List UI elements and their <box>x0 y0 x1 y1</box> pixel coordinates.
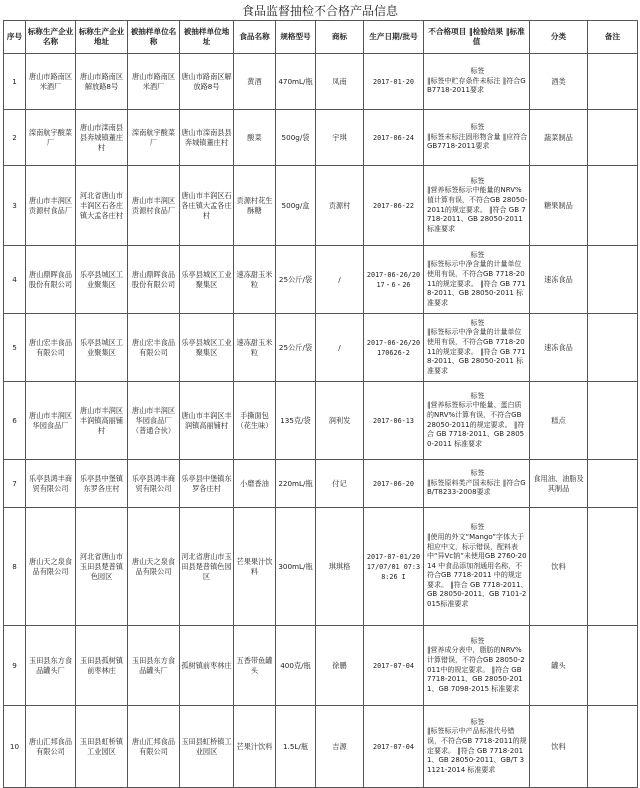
cell-spec: 500g/盒 <box>276 166 316 246</box>
result-detail: ‖营养成分表中，脂肪的NRV%计算错误，不符合GB 28050-2011中的规定要求。 ‖符合 GB 7718-2011、GB 28050-2011、GB 7098-2015 标准要求 <box>427 646 525 693</box>
cell-result <box>424 626 530 706</box>
cell-sampled-address: 河北省唐山市玉田县楚普镇色园区 <box>180 508 234 626</box>
cell-note <box>588 382 638 460</box>
cell-sampled-address: 玉田县虹桥镇工业园区 <box>180 706 234 788</box>
result-head: 标签 <box>470 636 485 645</box>
cell-category: 糖果制品 <box>530 166 588 246</box>
header-category: 分类 <box>530 21 588 54</box>
cell-brand: 吉源 <box>316 706 364 788</box>
result-detail: ‖标签未标注固形物含量 ‖应符合GB7718-2011要求 <box>427 132 528 151</box>
cell-maker: 乐亭县鸿丰商贸有限公司 <box>26 460 76 508</box>
table-row <box>4 110 638 166</box>
cell-category: 酒类 <box>530 54 588 110</box>
result-detail: ‖标签中贮存条件未标注 ‖符合GB7718-2011要求 <box>427 76 526 95</box>
cell-maker-address: 乐亭县中堡镇东罗各庄村 <box>76 460 128 508</box>
cell-result <box>424 110 530 166</box>
cell-no: 8 <box>4 508 26 626</box>
cell-no: 10 <box>4 706 26 788</box>
cell-maker-address: 唐山市路南区解放路8号 <box>76 54 128 110</box>
cell-food-name: 芒果果汁饮料 <box>234 508 276 626</box>
table-row <box>4 706 638 788</box>
cell-maker-address: 河北省唐山市丰润区石各庄镇大孟各庄村 <box>76 166 128 246</box>
cell-production-date: 2017-07-04 <box>364 626 424 706</box>
cell-brand: 琪琪格 <box>316 508 364 626</box>
table-row <box>4 382 638 460</box>
cell-no: 9 <box>4 626 26 706</box>
cell-note <box>588 626 638 706</box>
cell-note <box>588 110 638 166</box>
cell-brand: 贡源村 <box>316 166 364 246</box>
cell-maker-address: 唐山市丰润区丰润镇高丽铺村 <box>76 382 128 460</box>
cell-sampled-unit: 玉田县东方食品罐头厂 <box>128 626 180 706</box>
cell-no: 1 <box>4 54 26 110</box>
result-head: 标签 <box>470 67 485 76</box>
table-row <box>4 166 638 246</box>
cell-maker: 唐山天之泉食品有限公司 <box>26 508 76 626</box>
cell-spec: 135克/袋 <box>276 382 316 460</box>
cell-production-date: 2017-07-01/2017/07/01 07:38:26 I <box>364 508 424 626</box>
cell-spec: 500g/袋 <box>276 110 316 166</box>
cell-category: 蔬菜制品 <box>530 110 588 166</box>
cell-no: 5 <box>4 314 26 382</box>
cell-note <box>588 246 638 314</box>
cell-category: 速冻食品 <box>530 246 588 314</box>
header-sampled-unit: 被抽样单位名称 <box>128 21 180 54</box>
cell-food-name: 芒果汁饮料 <box>234 706 276 788</box>
cell-maker: 玉田县东方食品罐头厂 <box>26 626 76 706</box>
cell-result <box>424 166 530 246</box>
cell-note <box>588 460 638 508</box>
header-result: 不合格项目 ‖检验结果 ‖标准值 <box>424 21 530 54</box>
cell-maker: 唐山市路南区米酒厂 <box>26 54 76 110</box>
cell-brand: 润利发 <box>316 382 364 460</box>
cell-no: 2 <box>4 110 26 166</box>
cell-sampled-unit: 唐山宏丰食品有限公司 <box>128 314 180 382</box>
cell-maker-address: 乐亭县城区工业聚集区 <box>76 246 128 314</box>
table-row <box>4 246 638 314</box>
header-spec: 规格型号 <box>276 21 316 54</box>
result-head: 标签 <box>470 391 485 400</box>
cell-result <box>424 382 530 460</box>
cell-spec: 470mL/瓶 <box>276 54 316 110</box>
cell-sampled-address: 乐亭县城区工业聚集区 <box>180 314 234 382</box>
cell-no: 3 <box>4 166 26 246</box>
header-note: 备注 <box>588 21 638 54</box>
cell-production-date: 2017-06-24 <box>364 110 424 166</box>
cell-food-name: 小磨香油 <box>234 460 276 508</box>
cell-spec: 25公斤/袋 <box>276 246 316 314</box>
cell-production-date: 2017-06-26/20170626-2 <box>364 314 424 382</box>
result-head: 标签 <box>470 717 485 726</box>
cell-brand: / <box>316 246 364 314</box>
cell-category: 饮料 <box>530 508 588 626</box>
cell-brand: / <box>316 314 364 382</box>
cell-maker-address: 唐山市滦南县县奔城镇董庄村 <box>76 110 128 166</box>
cell-food-name: 五香带鱼罐头 <box>234 626 276 706</box>
cell-sampled-address: 乐亭县中堡镇东罗各庄村 <box>180 460 234 508</box>
cell-maker: 唐山汇邦食品有限公司 <box>26 706 76 788</box>
cell-sampled-unit: 唐山汇邦食品有限公司 <box>128 706 180 788</box>
cell-category: 食用油、油脂及其制品 <box>530 460 588 508</box>
document-title: 食品监督抽检不合格产品信息 <box>241 4 398 18</box>
cell-spec: 220mL/瓶 <box>276 460 316 508</box>
cell-maker-address: 乐亭县城区工业聚集区 <box>76 314 128 382</box>
cell-sampled-unit: 滦南航宇酸菜厂 <box>128 110 180 166</box>
cell-sampled-address: 唐山市滦南县县奔城镇董庄村 <box>180 110 234 166</box>
cell-sampled-unit: 乐亭县鸿丰商贸有限公司 <box>128 460 180 508</box>
cell-sampled-unit: 唐山市路南区米酒厂 <box>128 54 180 110</box>
cell-maker: 滦南航宇酸菜厂 <box>26 110 76 166</box>
cell-spec: 400克/瓶 <box>276 626 316 706</box>
cell-production-date: 2017-06-20 <box>364 460 424 508</box>
cell-maker: 唐山市丰润区华园食品厂 <box>26 382 76 460</box>
result-head: 标签 <box>470 123 485 132</box>
table-row <box>4 626 638 706</box>
cell-spec: 1.5L/瓶 <box>276 706 316 788</box>
header-sampled-address: 被抽样单位地址 <box>180 21 234 54</box>
cell-note <box>588 706 638 788</box>
result-detail: ‖标签标示中净含量的计量单位使用有误，不符合GB 7718-2011的规定要求。 ‖符合 GB 7718-2011、GB 28050-2011 标准要求 <box>427 328 526 375</box>
result-head: 标签 <box>470 176 485 185</box>
cell-sampled-address: 唐山市丰润区石各庄镇大孟各庄村 <box>180 166 234 246</box>
cell-result <box>424 246 530 314</box>
cell-production-date: 2017-06-26/2017・6・26 <box>364 246 424 314</box>
result-head: 标签 <box>470 250 485 259</box>
cell-note <box>588 54 638 110</box>
cell-production-date: 2017-01-20 <box>364 54 424 110</box>
cell-sampled-unit: 唐山天之泉食品有限公司 <box>128 508 180 626</box>
unqualified-products-table <box>3 20 638 788</box>
cell-brand: 凤南 <box>316 54 364 110</box>
result-head: 标签 <box>470 318 485 327</box>
cell-note <box>588 166 638 246</box>
result-detail: ‖使用的外文“Mango”字体大于相应中文，标示错误，配料表中“异Vc钠”未使用GB 2760-2014 中食品添加剂通用名称，不符合GB 7718-2011 中的规定要求。 ‖符合 GB 7718-2011、GB 28050-2011、GB 7101-2015标准要求 <box>427 532 528 609</box>
cell-result <box>424 54 530 110</box>
cell-sampled-unit: 唐山市丰润区贡源村食品厂 <box>128 166 180 246</box>
header-brand: 商标 <box>316 21 364 54</box>
cell-category: 糕点 <box>530 382 588 460</box>
table-row <box>4 508 638 626</box>
cell-food-name: 酸菜 <box>234 110 276 166</box>
cell-food-name: 贡源村花生酥糖 <box>234 166 276 246</box>
result-detail: ‖标签标示中产品标准代号错误，不符合GB 7718-2011的规定要求。 ‖符合 GB 7718-2011、GB 28050-2011、GB/T 31121-2014 标准要求 <box>427 727 527 774</box>
table-row <box>4 314 638 382</box>
cell-spec: 300mL/瓶 <box>276 508 316 626</box>
cell-food-name: 黄酒 <box>234 54 276 110</box>
cell-food-name: 速冻甜玉米粒 <box>234 314 276 382</box>
cell-result <box>424 508 530 626</box>
cell-no: 4 <box>4 246 26 314</box>
cell-category: 饮料 <box>530 706 588 788</box>
cell-note <box>588 314 638 382</box>
cell-sampled-unit: 唐山市丰润区华园食品厂（普通合伙） <box>128 382 180 460</box>
cell-maker: 唐山鼎晖食品股份有限公司 <box>26 246 76 314</box>
cell-no: 6 <box>4 382 26 460</box>
header-maker: 标称生产企业名称 <box>26 21 76 54</box>
cell-result <box>424 314 530 382</box>
cell-maker-address: 河北省唐山市玉田县楚普镇色园区 <box>76 508 128 626</box>
cell-category: 罐头 <box>530 626 588 706</box>
header-production-date: 生产日期/批号 <box>364 21 424 54</box>
table-header-row <box>4 21 638 54</box>
cell-food-name: 速冻甜玉米粒 <box>234 246 276 314</box>
cell-category: 速冻食品 <box>530 314 588 382</box>
cell-spec: 25公斤/袋 <box>276 314 316 382</box>
cell-maker-address: 玉田县虹桥镇工业园区 <box>76 706 128 788</box>
table-row <box>4 460 638 508</box>
cell-food-name: 手撕面包（花生味） <box>234 382 276 460</box>
result-detail: ‖标签标示中净含量的计量单位使用有误，不符合GB 7718-2011的规定要求。 ‖符合 GB 7718-2011、GB 28050-2011 标准要求 <box>427 260 526 307</box>
result-head: 标签 <box>470 469 485 478</box>
cell-production-date: 2017-06-13 <box>364 382 424 460</box>
cell-result <box>424 706 530 788</box>
result-head: 标签 <box>470 523 485 532</box>
cell-brand: 宇琪 <box>316 110 364 166</box>
cell-sampled-address: 唐山市路南区解放路8号 <box>180 54 234 110</box>
cell-brand: 徐鹏 <box>316 626 364 706</box>
cell-no: 7 <box>4 460 26 508</box>
cell-sampled-address: 孤树镇前枣林庄 <box>180 626 234 706</box>
cell-maker-address: 玉田县孤树镇前枣林庄 <box>76 626 128 706</box>
header-no: 序号 <box>4 21 26 54</box>
result-detail: ‖标签原料类产国未标注 ‖符合GB/T8233-2008要求 <box>427 478 526 497</box>
cell-sampled-address: 乐亭县城区工业聚集区 <box>180 246 234 314</box>
cell-production-date: 2017-06-22 <box>364 166 424 246</box>
result-detail: ‖营养标签标示中能量的NRV%值计算有误，不符合GB 28050-2011的规定要求。 ‖符合 GB 7718-2011、GB 28050-2011 标准要求 <box>427 186 528 233</box>
cell-sampled-address: 唐山市丰润区丰润镇高丽铺村 <box>180 382 234 460</box>
cell-production-date: 2017-07-04 <box>364 706 424 788</box>
cell-note <box>588 508 638 626</box>
result-detail: ‖营养标签标示中能量、蛋白质的NRV%计算有误，不符合GB 28050-2011的规定要求。 ‖符合 GB 7718-2011、GB 28050-2011 标准要求 <box>427 401 525 448</box>
cell-maker: 唐山宏丰食品有限公司 <box>26 314 76 382</box>
cell-sampled-unit: 唐山鼎晖食品股份有限公司 <box>128 246 180 314</box>
cell-result <box>424 460 530 508</box>
table-row <box>4 54 638 110</box>
header-food-name: 食品名称 <box>234 21 276 54</box>
cell-brand: 付记 <box>316 460 364 508</box>
cell-maker: 唐山市丰润区贡源村食品厂 <box>26 166 76 246</box>
header-maker-address: 标称生产企业地址 <box>76 21 128 54</box>
